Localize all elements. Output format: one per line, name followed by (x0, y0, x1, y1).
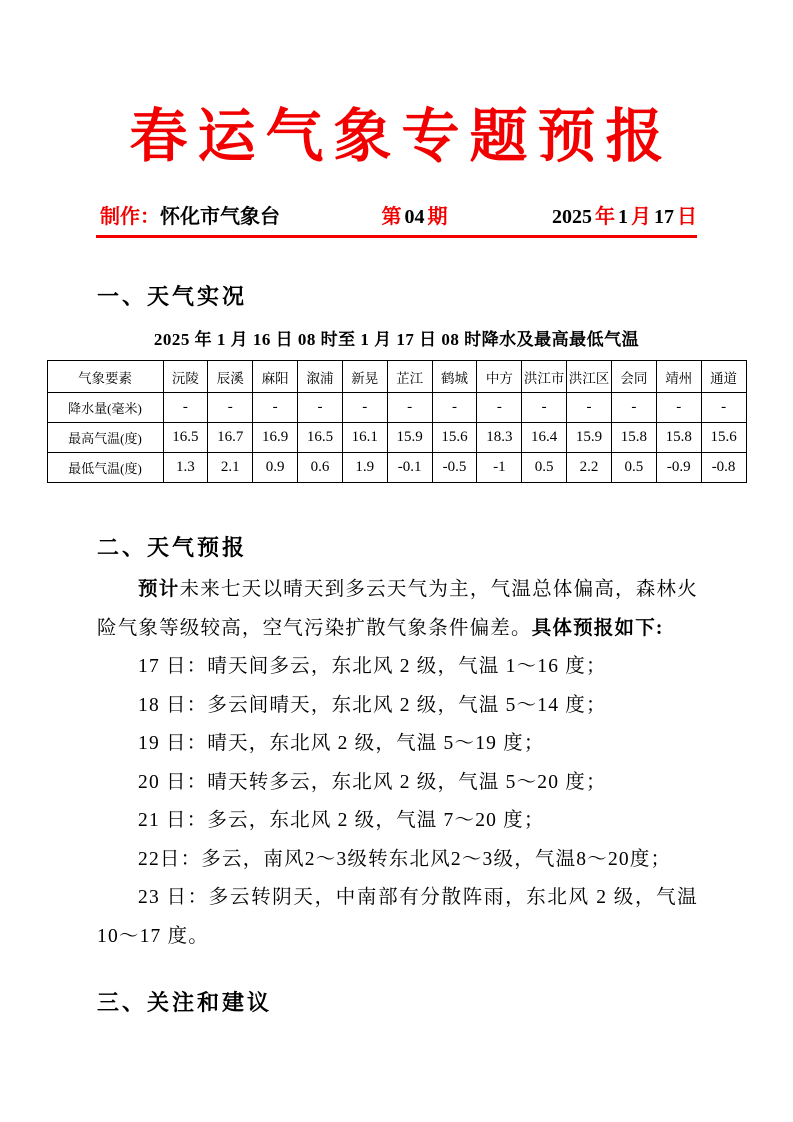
table-cell: 1.9 (342, 453, 387, 483)
table-row (47, 453, 746, 483)
table-header-element: 气象要素 (47, 361, 163, 393)
table-header-station: 新晃 (342, 361, 387, 393)
forecast-line: 19 日：晴天，东北风 2 级，气温 5～19 度； (138, 733, 545, 754)
table-header-station: 洪江市 (522, 361, 567, 393)
table-cell: 0.9 (253, 453, 298, 483)
date-month-unit: 月 (631, 206, 651, 228)
table-cell: - (432, 393, 477, 423)
table-cell: 16.9 (253, 423, 298, 453)
table-cell: 2.2 (567, 453, 612, 483)
table-header-station: 芷江 (387, 361, 432, 393)
date-month: 1 (618, 206, 628, 228)
forecast-line: 22日：多云，南风2～3级转东北风2～3级，气温8～20度； (138, 848, 672, 870)
table-header-station: 洪江区 (567, 361, 612, 393)
section-heading-weather-forecast: 二、天气预报 (97, 535, 248, 560)
table-cell: 16.4 (522, 423, 567, 453)
forecast-intro-tail: 具体预报如下: (531, 617, 664, 639)
table-row (47, 393, 746, 423)
table-cell: 0.6 (298, 453, 343, 483)
issue-number: 04 (404, 206, 425, 228)
table-cell: - (477, 393, 522, 423)
issue-suffix: 期 (427, 206, 448, 228)
table-cell: 15.6 (701, 423, 746, 453)
table-cell: 16.1 (342, 423, 387, 453)
table-cell: 15.9 (567, 423, 612, 453)
table-cell: - (701, 393, 746, 423)
table-header-station: 通道 (701, 361, 746, 393)
table-cell: - (522, 393, 567, 423)
table-header-station: 沅陵 (163, 361, 208, 393)
table-row-label: 最高气温(度) (47, 423, 163, 453)
forecast-intro-lead: 预计 (138, 579, 180, 600)
forecast-line: 17 日：晴天间多云，东北风 2 级，气温 1～16 度； (138, 656, 607, 677)
date-year-unit: 年 (595, 206, 615, 228)
table-cell: - (253, 393, 298, 423)
table-cell: 0.5 (522, 453, 567, 483)
meta-row (100, 202, 697, 232)
forecast-intro-body: 未来七天以晴天到多云天气为主，气温总体偏高，森林火险气象等级较高，空气污染扩散气象条件偏差。 (97, 579, 698, 639)
table-header-station: 鹤城 (432, 361, 477, 393)
table-cell: 0.5 (611, 453, 656, 483)
table-cell: 16.7 (208, 423, 253, 453)
table-cell: 16.5 (163, 423, 208, 453)
table-cell: -0.1 (387, 453, 432, 483)
table-cell: -0.5 (432, 453, 477, 483)
table-row (47, 423, 746, 453)
forecast-line: 23 日：多云转阴天，中南部有分散阵雨，东北风 2 级，气温 10～17 度。 (97, 887, 698, 947)
producer-info (100, 202, 280, 232)
table-header-station: 辰溪 (208, 361, 253, 393)
table-cell: -0.9 (656, 453, 701, 483)
table-cell: 1.3 (163, 453, 208, 483)
table-cell: - (298, 393, 343, 423)
table-cell: 15.6 (432, 423, 477, 453)
table-cell: - (163, 393, 208, 423)
table-cell: - (342, 393, 387, 423)
table-cell: 2.1 (208, 453, 253, 483)
table-row-label: 最低气温(度) (47, 453, 163, 483)
table-cell: 15.8 (611, 423, 656, 453)
producer-label: 制作： (100, 206, 160, 228)
table-cell: - (611, 393, 656, 423)
table-header-station: 靖州 (656, 361, 701, 393)
date-info (549, 202, 697, 232)
forecast-line: 18 日：多云间晴天，东北风 2 级，气温 5～14 度； (138, 694, 607, 716)
table-row-label: 降水量(毫米) (47, 393, 163, 423)
table-header-station: 中方 (477, 361, 522, 393)
red-divider (96, 235, 697, 238)
table-cell: -0.8 (701, 453, 746, 483)
section-heading-weather-actual: 一、天气实况 (97, 284, 248, 309)
table-cell: 18.3 (477, 423, 522, 453)
table-header-station: 会同 (611, 361, 656, 393)
section-heading-suggestions: 三、关注和建议 (97, 990, 273, 1015)
forecast-line: 20 日：晴天转多云，东北风 2 级，气温 5～20 度； (138, 771, 607, 793)
table-header-row (47, 361, 746, 393)
table-cell: - (656, 393, 701, 423)
date-day: 17 (654, 206, 674, 228)
table-cell: - (387, 393, 432, 423)
weather-table (47, 360, 747, 483)
table-cell: -1 (477, 453, 522, 483)
date-day-unit: 日 (677, 206, 697, 228)
forecast-intro (97, 571, 698, 648)
date-year: 2025 (552, 206, 592, 228)
table-cell: 15.9 (387, 423, 432, 453)
table-title: 2025 年 1 月 16 日 08 时至 1 月 17 日 08 时降水及最高最低气温 (153, 330, 640, 349)
table-cell: - (567, 393, 612, 423)
table-cell: - (208, 393, 253, 423)
issue-info (382, 202, 448, 232)
forecast-list (0, 648, 793, 956)
table-header-station: 麻阳 (253, 361, 298, 393)
forecast-line: 21 日：多云，东北风 2 级，气温 7～20 度； (138, 810, 545, 831)
producer-name: 怀化市气象台 (160, 206, 280, 228)
issue-prefix: 第 (381, 206, 402, 228)
document-title: 春运气象专题预报 (129, 102, 674, 170)
table-cell: 16.5 (298, 423, 343, 453)
table-cell: 15.8 (656, 423, 701, 453)
table-header-station: 溆浦 (298, 361, 343, 393)
